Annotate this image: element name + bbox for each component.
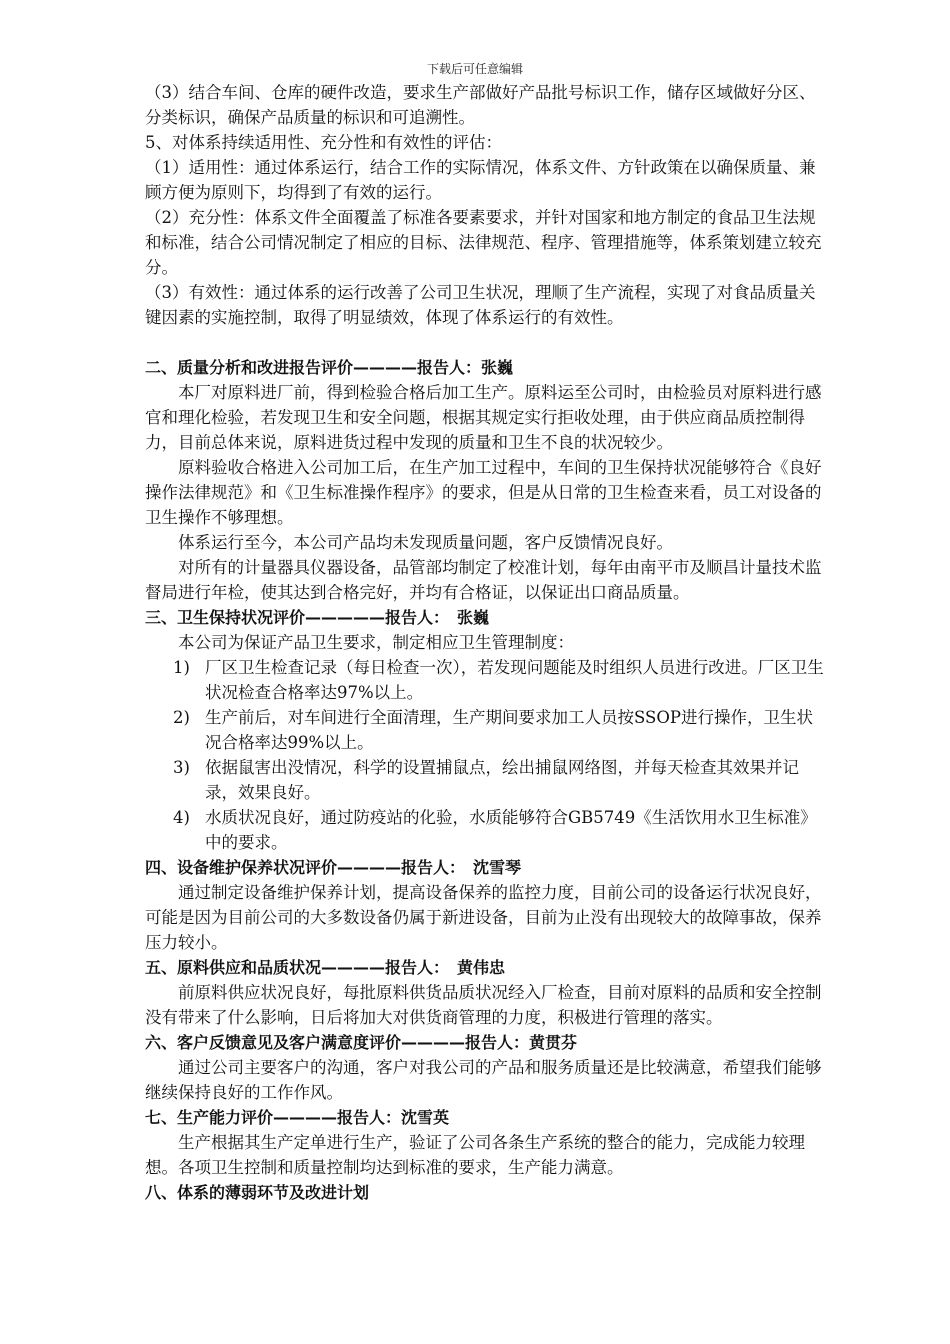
- section-2-paragraph-3: 体系运行至今，本公司产品均未发现质量问题，客户反馈情况良好。: [178, 533, 673, 552]
- intro-paragraph-3: （1）适用性：通过体系运行，结合工作的实际情况，体系文件、方针政策在以确保质量、兼顾方便为原则下，均得到了有效的运行。: [145, 158, 816, 202]
- intro-paragraph-1: （3）结合车间、仓库的硬件改造，要求生产部做好产品批号标识工作，储存区域做好分区、分类标识，确保产品质量的标识和可追溯性。: [145, 83, 816, 127]
- intro-paragraph-4: （2）充分性：体系文件全面覆盖了标准各要素要求，并针对国家和地方制定的食品卫生法规和标准，结合公司情况制定了相应的目标、法律规范、程序、管理措施等，体系策划建立较充分。: [145, 208, 822, 277]
- list-item: [145, 705, 825, 755]
- section-2-paragraph-2: 原料验收合格进入公司加工后，在生产加工过程中，车间的卫生保持状况能够符合《良好操作法律规范》和《卫生标准操作程序》的要求，但是从日常的卫生检查来看，员工对设备的卫生操作不够理想。: [145, 458, 822, 527]
- section-3-intro: 本公司为保证产品卫生要求，制定相应卫生管理制度：: [178, 633, 574, 652]
- list-item-text: 依据鼠害出没情况，科学的设置捕鼠点，绘出捕鼠网络图，并每天检查其效果并记录，效果良好。: [205, 758, 799, 802]
- list-item: [145, 805, 825, 855]
- section-3-list: [145, 655, 825, 855]
- section-2-heading: 二、质量分析和改进报告评价————报告人：张巍: [145, 358, 514, 377]
- section-6-heading: 六、客户反馈意见及客户满意度评价————报告人：黄贯芬: [145, 1033, 578, 1052]
- list-item-number: 1): [173, 658, 190, 677]
- section-8-heading: 八、体系的薄弱环节及改进计划: [145, 1183, 370, 1202]
- list-item-number: 4): [173, 808, 190, 827]
- list-item-number: 3): [173, 758, 190, 777]
- document-body: [145, 80, 825, 1205]
- section-4-heading: 四、设备维护保养状况评价————报告人： 沈雪琴: [145, 858, 522, 877]
- list-item: [145, 655, 825, 705]
- spacer: [145, 330, 825, 355]
- section-6-paragraph: 通过公司主要客户的沟通，客户对我公司的产品和服务质量还是比较满意，希望我们能够继续保持良好的工作作风。: [145, 1058, 822, 1102]
- section-7-paragraph: 生产根据其生产定单进行生产，验证了公司各条生产系统的整合的能力，完成能力较理想。各项卫生控制和质量控制均达到标准的要求，生产能力满意。: [145, 1133, 805, 1177]
- section-3-heading: 三、卫生保持状况评价—————报告人： 张巍: [145, 608, 490, 627]
- section-2-paragraph-4: 对所有的计量器具仪器设备，品管部均制定了校准计划，每年由南平市及顺昌计量技术监督局进行年检，使其达到合格完好，并均有合格证，以保证出口商品质量。: [145, 558, 822, 602]
- section-7-heading: 七、生产能力评价————报告人：沈雪英: [145, 1108, 450, 1127]
- list-item-text: 水质状况良好，通过防疫站的化验，水质能够符合GB5749《生活饮用水卫生标准》中的要求。: [205, 808, 817, 852]
- page-header: 下载后可任意编辑: [426, 62, 523, 76]
- intro-paragraph-2: 5、对体系持续适用性、充分性和有效性的评估：: [145, 133, 502, 152]
- intro-paragraph-5: （3）有效性：通过体系的运行改善了公司卫生状况，理顺了生产流程，实现了对食品质量关键因素的实施控制，取得了明显绩效，体现了体系运行的有效性。: [145, 283, 816, 327]
- section-4-paragraph: 通过制定设备维护保养计划，提高设备保养的监控力度，目前公司的设备运行状况良好，可能是因为目前公司的大多数设备仍属于新进设备，目前为止没有出现较大的故障事故，保养压力较小。: [145, 883, 822, 952]
- list-item: [145, 755, 825, 805]
- section-5-paragraph: 前原料供应状况良好，每批原料供货品质状况经入厂检查，目前对原料的品质和安全控制没有带来了什么影响，日后将加大对供货商管理的力度，积极进行管理的落实。: [145, 983, 822, 1027]
- list-item-text: 生产前后，对车间进行全面清理，生产期间要求加工人员按SSOP进行操作，卫生状况合格率达99%以上。: [205, 708, 813, 752]
- section-2-paragraph-1: 本厂对原料进厂前，得到检验合格后加工生产。原料运至公司时，由检验员对原料进行感官和理化检验，若发现卫生和安全问题，根据其规定实行拒收处理，由于供应商品质控制得力，目前总体来说，原料进货过程中发现的质量和卫生不良的状况较少。: [145, 383, 822, 452]
- list-item-number: 2): [173, 708, 190, 727]
- section-5-heading: 五、原料供应和品质状况————报告人： 黄伟忠: [145, 958, 506, 977]
- list-item-text: 厂区卫生检查记录（每日检查一次），若发现问题能及时组织人员进行改进。厂区卫生状况检查合格率达97%以上。: [205, 658, 824, 702]
